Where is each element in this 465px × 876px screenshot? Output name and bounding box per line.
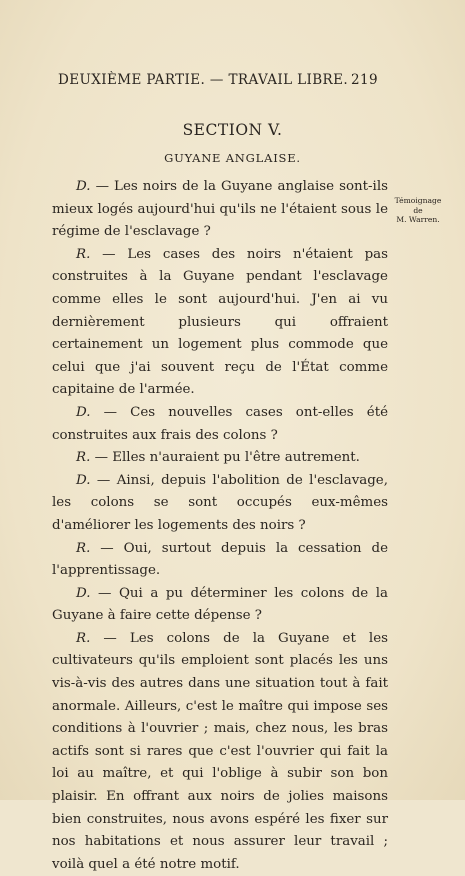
- dash: —: [90, 246, 128, 262]
- paragraph-text: Les cases des noirs n'étaient pas construites à la Guyane pendant l'esclavage comme elles le sont aujourd'hui. J'en ai vu dernièrement plusieurs qui offraient certainement un logement plus commode que celui que j'ai souvent reçu de l'État comme capitaine de l'armée.: [52, 246, 388, 398]
- speaker-label: D.: [76, 585, 91, 601]
- margin-note-line: M. Warren.: [396, 215, 440, 224]
- speaker-label: D.: [76, 472, 91, 488]
- margin-note: [390, 196, 446, 225]
- margin-note-line: Témoignage: [394, 196, 442, 205]
- paragraph: [52, 447, 388, 470]
- body-text: [52, 176, 388, 876]
- dash: —: [90, 179, 115, 194]
- paragraph: [52, 583, 388, 628]
- speaker-label: R.: [76, 630, 91, 646]
- paragraph-text: Elles n'auraient pu l'être autrement.: [112, 450, 360, 466]
- paragraph: [52, 628, 388, 876]
- paragraph-text: Ces nouvelles cases ont-elles été construites aux frais des colons ?: [52, 404, 388, 443]
- paragraph-text: Qui a pu déterminer les colons de la Guyane à faire cette dépense ?: [52, 585, 388, 624]
- paragraph: [52, 470, 388, 538]
- paragraph-text: Les colons de la Guyane et les cultivateurs qu'ils emploient sont placés les uns vis-à-vis des autres dans une situation tout à fait anormale. Ailleurs, c'est le maître qui impose ses conditions à l'ouvrier ; mais, chez nous, les bras actifs sont si rares que c'est l'ouvrier qui fait la loi au maître, et qui l'oblige à subir son bon plaisir. En offrant aux noirs de jolies maisons bien construites, nous avons espéré les fixer sur nos habitations et nous assurer leur travail ; voilà quel a été notre motif.: [52, 630, 388, 872]
- paragraph-text: Oui, surtout depuis la cessation de l'apprentissage.: [52, 540, 388, 579]
- paragraph: [52, 402, 388, 447]
- dash: —: [90, 472, 117, 488]
- speaker-label: D.: [76, 404, 91, 420]
- dash: —: [90, 630, 130, 646]
- page-number: 219: [351, 72, 378, 88]
- speaker-label: D.: [76, 179, 91, 194]
- dash: —: [90, 540, 124, 556]
- section-title: SECTION V.: [182, 121, 283, 139]
- paragraph: [52, 244, 388, 402]
- paragraph: [52, 176, 388, 244]
- speaker-label: R.: [76, 246, 91, 262]
- section-subtitle: GUYANE ANGLAISE.: [164, 151, 301, 165]
- speaker-label: R.: [76, 450, 91, 466]
- part-title: DEUXIÈME PARTIE. — TRAVAIL LIBRE.: [58, 72, 349, 88]
- paragraph: [52, 538, 388, 583]
- paragraph-text: Les noirs de la Guyane anglaise sont-ils mieux logés aujourd'hui qu'ils ne l'étaient sous le régime de l'esclavage ?: [52, 179, 388, 240]
- margin-note-line: de: [413, 205, 423, 215]
- paragraph-text: Ainsi, depuis l'abolition de l'esclavage, les colons se sont occupés eux-mêmes d'améliorer les logements des noirs ?: [52, 472, 388, 533]
- dash: —: [90, 404, 131, 420]
- speaker-label: R.: [76, 540, 91, 556]
- dash: —: [90, 585, 119, 601]
- dash: —: [90, 450, 113, 466]
- running-head: [58, 72, 378, 88]
